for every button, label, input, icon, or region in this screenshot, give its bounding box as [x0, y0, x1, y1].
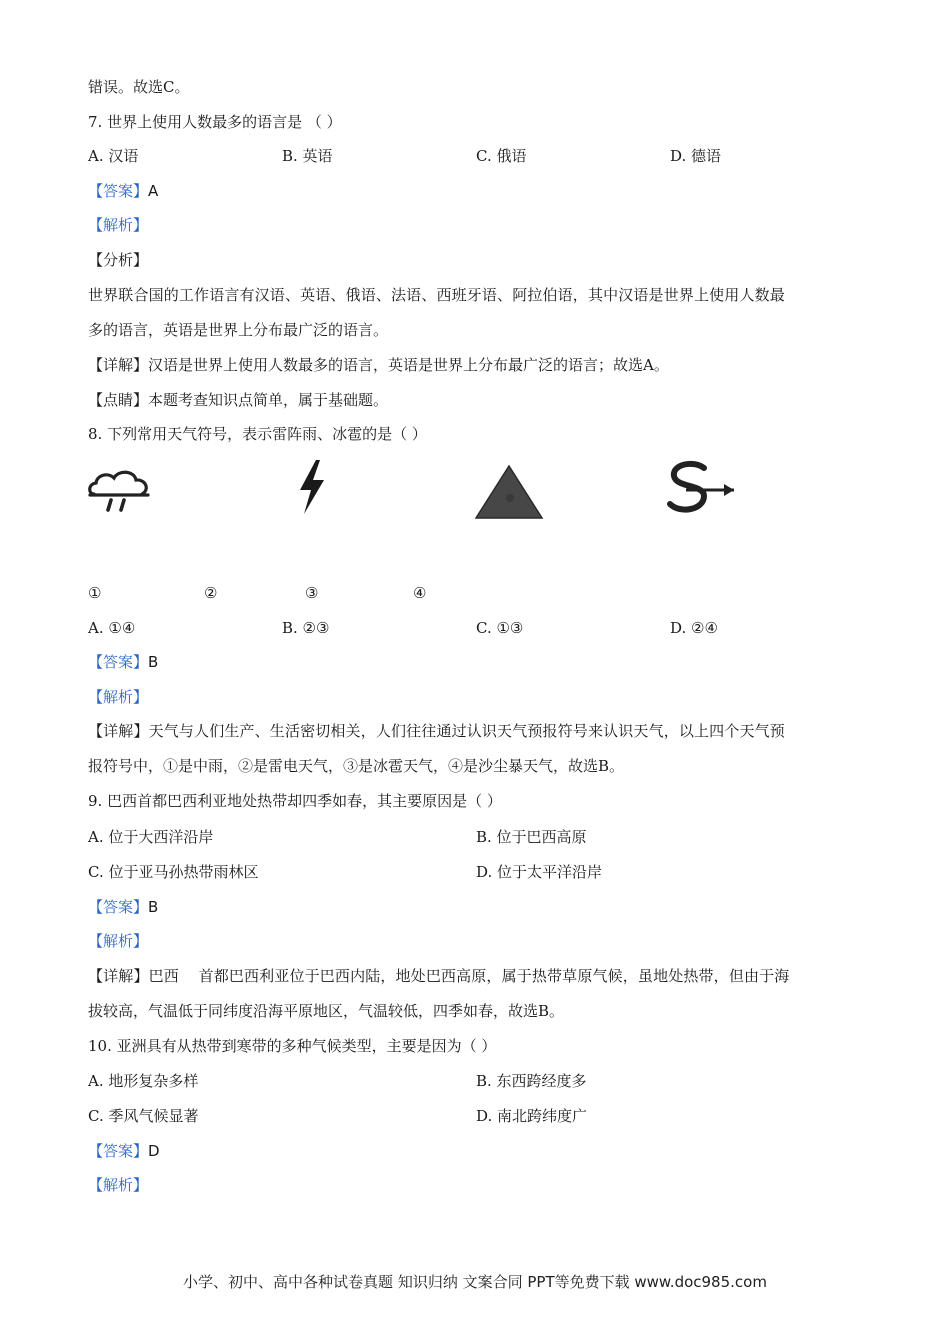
q9-answer — [88, 897, 158, 917]
q7-fenxi-label: 【分析】 — [88, 251, 149, 269]
q10-stem: 10. 亚洲具有从热带到寒带的多种气候类型，主要是因为（ ） — [88, 1037, 497, 1055]
lightning-icon — [296, 458, 328, 516]
comment-label: 【点睛】 — [88, 391, 149, 409]
sandstorm-icon — [664, 460, 738, 518]
q8-number-3: ③ — [305, 584, 319, 602]
q9-option-c: C. 位于亚马孙热带雨林区 — [88, 863, 259, 881]
q10-analysis-label: 【解析】 — [88, 1176, 149, 1194]
q7-fenxi-line2: 多的语言，英语是世界上分布最广泛的语言。 — [88, 321, 389, 339]
answer-label: 【答案】 — [88, 182, 149, 200]
q8-option-d: D. ②④ — [670, 619, 718, 637]
q7-detail-text: 汉语是世界上使用人数最多的语言，英语是世界上分布最广泛的语言；故选A。 — [148, 356, 669, 374]
detail-label: 【详解】 — [88, 722, 149, 740]
q9-detail-line2: 拔较高，气温低于同纬度沿海平原地区，气温较低，四季如春，故选B。 — [88, 1002, 565, 1020]
q9-option-a: A. 位于大西洋沿岸 — [88, 828, 214, 846]
q8-option-a: A. ①④ — [88, 619, 136, 637]
q7-comment-text: 本题考查知识点简单，属于基础题。 — [148, 391, 389, 409]
hail-triangle-icon — [474, 462, 544, 520]
q10-answer — [88, 1141, 160, 1161]
q9-option-b: B. 位于巴西高原 — [476, 828, 587, 846]
q7-fenxi-line1: 世界联合国的工作语言有汉语、英语、俄语、法语、西班牙语、阿拉伯语，其中汉语是世界上使用人数最 — [88, 286, 785, 304]
q8-detail-line2: 报符号中，①是中雨，②是雷电天气，③是冰雹天气，④是沙尘暴天气，故选B。 — [88, 757, 625, 775]
answer-label: 【答案】 — [88, 898, 149, 916]
q7-detail — [88, 355, 669, 375]
q7-comment — [88, 390, 388, 410]
q10-option-c: C. 季风气候显著 — [88, 1107, 199, 1125]
q7-answer-value: A — [148, 182, 159, 200]
q8-detail-text: 天气与人们生产、生活密切相关，人们往往通过认识天气预报符号来认识天气，以上四个天气预 — [148, 722, 785, 740]
q9-answer-value: B — [148, 898, 159, 916]
q9-stem: 9. 巴西首都巴西利亚地处热带却四季如春，其主要原因是（ ） — [88, 792, 502, 810]
detail-label: 【详解】 — [88, 967, 149, 985]
q7-option-d: D. 德语 — [670, 147, 722, 165]
answer-label: 【答案】 — [88, 1142, 149, 1160]
q10-answer-value: D — [148, 1142, 160, 1160]
q8-stem: 8. 下列常用天气符号，表示雷阵雨、冰雹的是（ ） — [88, 425, 427, 443]
q10-option-d: D. 南北跨纬度广 — [476, 1107, 588, 1125]
q10-option-b: B. 东西跨经度多 — [476, 1072, 587, 1090]
q9-option-d: D. 位于太平洋沿岸 — [476, 863, 603, 881]
q8-number-2: ② — [204, 584, 218, 602]
q8-detail-line1 — [88, 721, 785, 741]
q7-option-b: B. 英语 — [282, 147, 333, 165]
q8-number-4: ④ — [413, 584, 427, 602]
q8-analysis-label: 【解析】 — [88, 688, 149, 706]
q9-analysis-label: 【解析】 — [88, 932, 149, 950]
answer-label: 【答案】 — [88, 653, 149, 671]
q8-number-1: ① — [88, 584, 102, 602]
q8-option-b: B. ②③ — [282, 619, 330, 637]
rain-cloud-icon — [86, 470, 154, 516]
q9-detail-line1 — [88, 966, 789, 986]
q7-stem: 7. 世界上使用人数最多的语言是 （ ） — [88, 113, 342, 131]
q7-answer — [88, 181, 158, 201]
q8-answer — [88, 652, 158, 672]
lead-text: 错误。故选C。 — [88, 78, 190, 96]
q10-option-a: A. 地形复杂多样 — [88, 1072, 199, 1090]
page-footer: 小学、初中、高中各种试卷真题 知识归纳 文案合同 PPT等免费下载 www.doc985.com — [183, 1273, 767, 1291]
q7-option-c: C. 俄语 — [476, 147, 527, 165]
q7-option-a: A. 汉语 — [88, 147, 139, 165]
q8-option-c: C. ①③ — [476, 619, 524, 637]
q8-answer-value: B — [148, 653, 159, 671]
detail-label: 【详解】 — [88, 356, 149, 374]
q9-detail-text: 巴西 首都巴西利亚位于巴西内陆，地处巴西高原，属于热带草原气候，虽地处热带，但由于海 — [148, 967, 790, 985]
q7-analysis-label: 【解析】 — [88, 216, 149, 234]
